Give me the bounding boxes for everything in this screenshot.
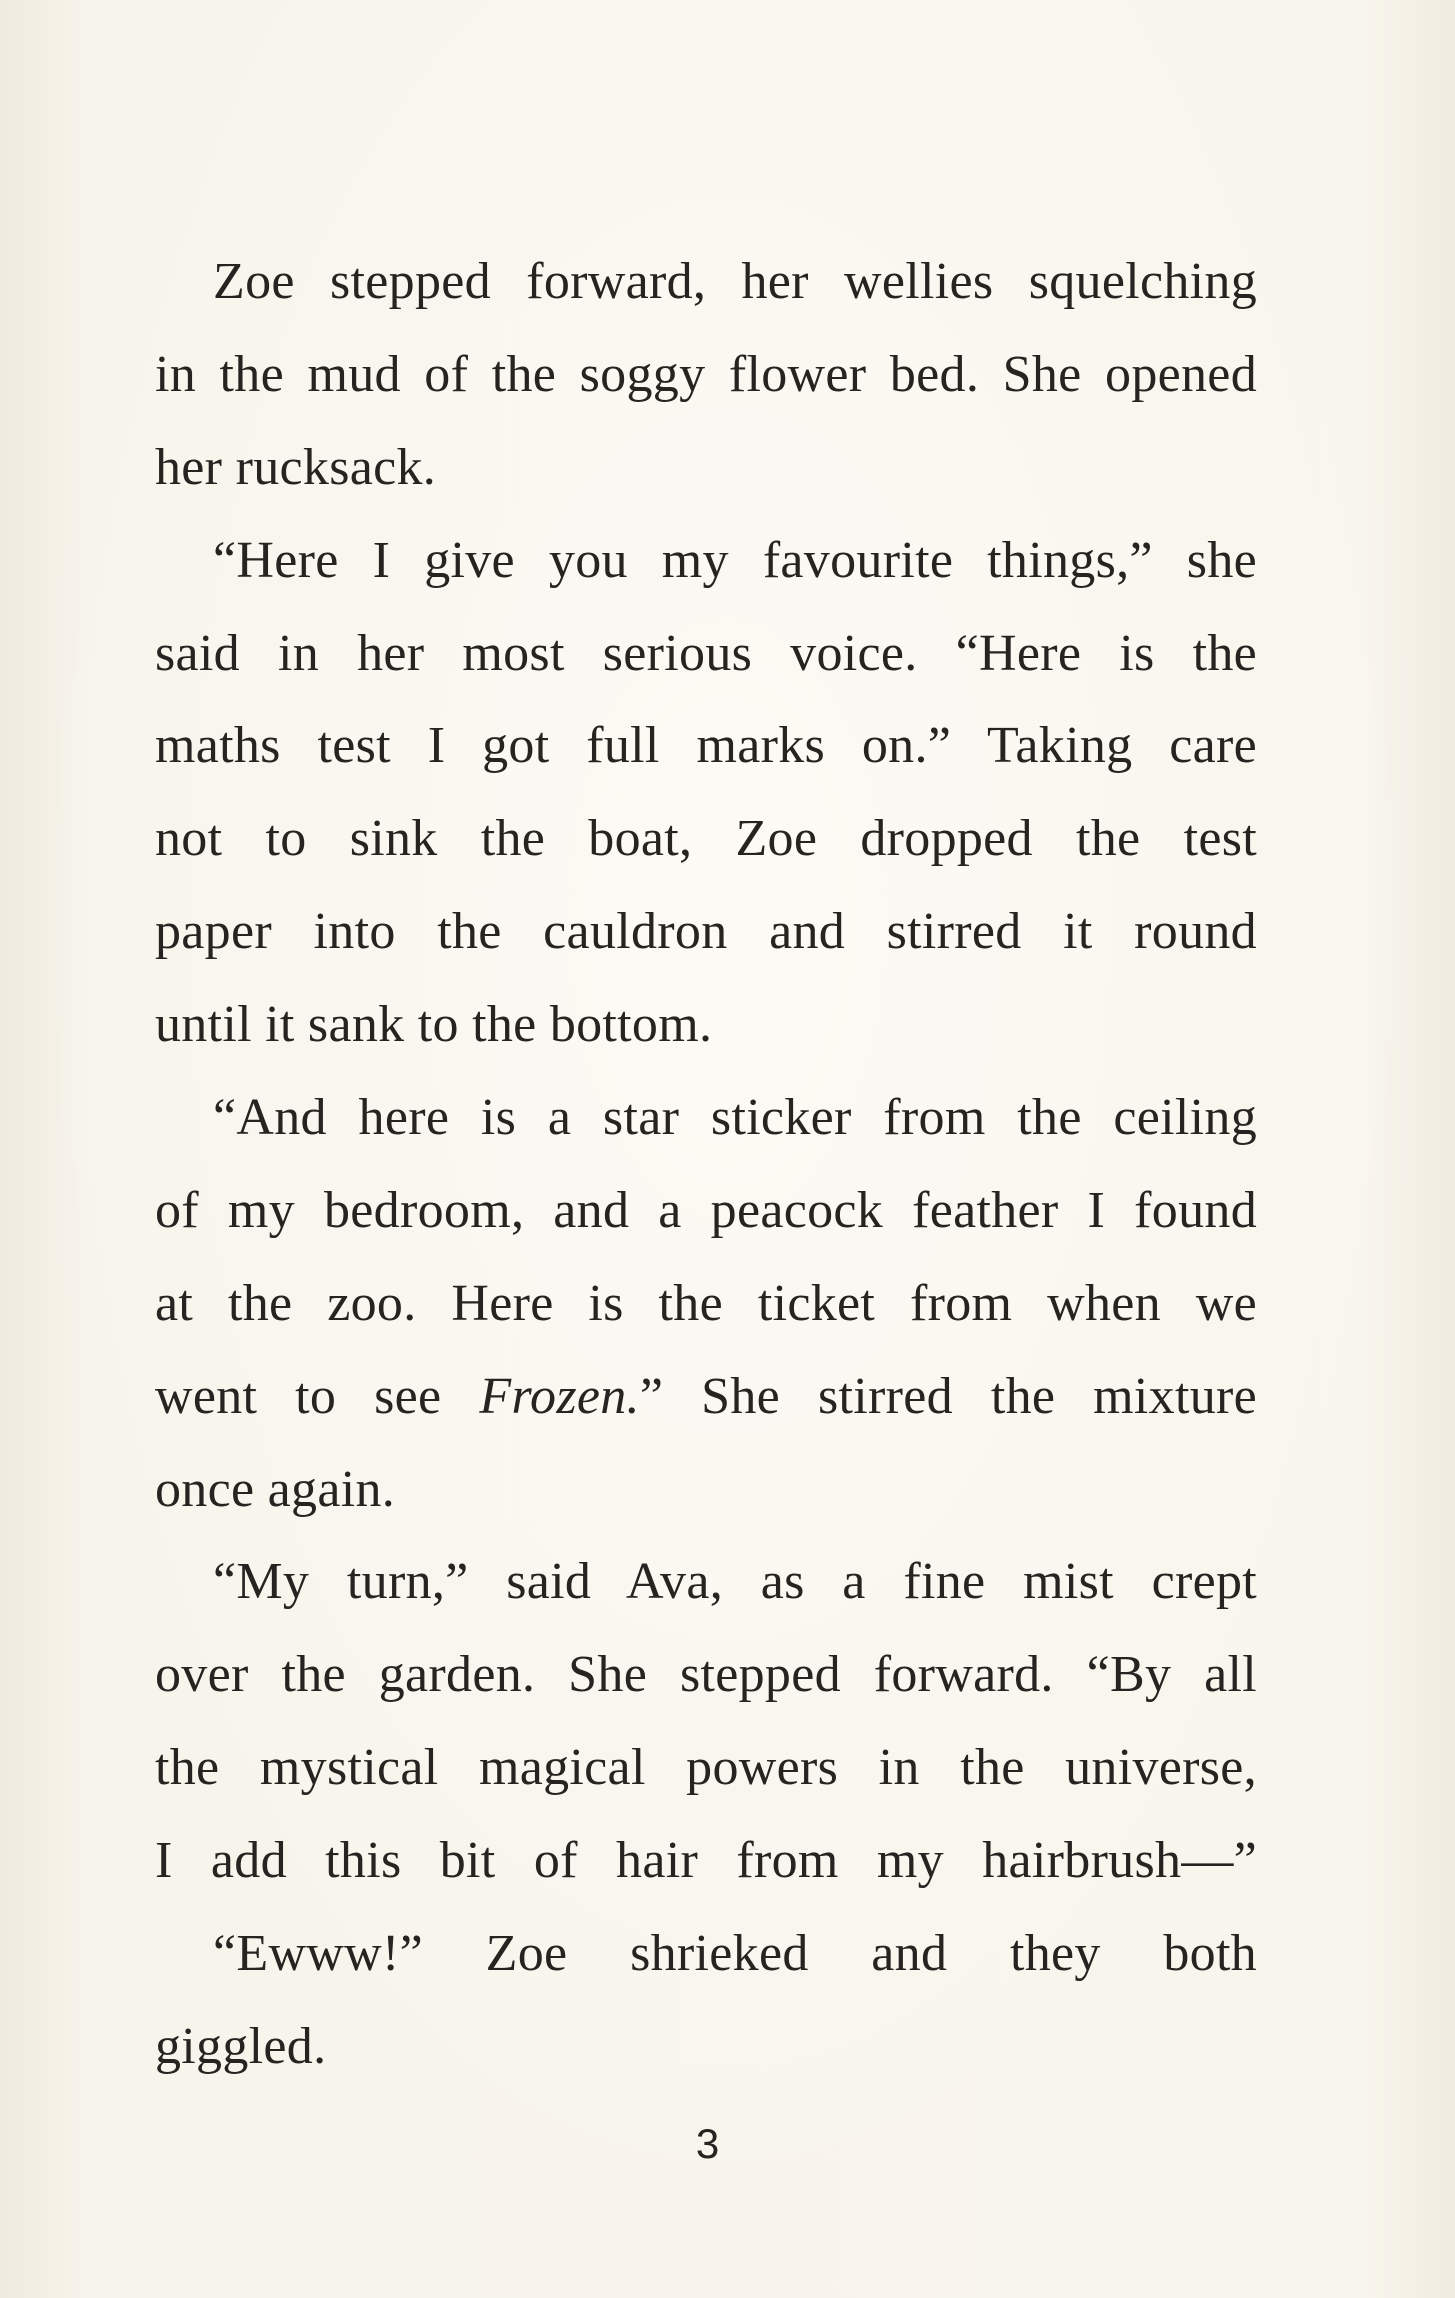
text-line: Zoe stepped forward, her wellies squelching: [213, 253, 1257, 310]
text-line: at the zoo. Here is the ticket from when we: [155, 1274, 1257, 1332]
text-line: “My turn,” said Ava, as a fine mist crept: [213, 1553, 1257, 1611]
text-line: maths test I got full marks on.” Taking care: [155, 717, 1257, 775]
text-line: “And here is a star sticker from the ceiling: [213, 1089, 1257, 1147]
text-line: once again.: [155, 1460, 396, 1518]
body-text: [155, 236, 1257, 2094]
text-line: paper into the cauldron and stirred it round: [155, 903, 1257, 961]
text-line: over the garden. She stepped forward. “By all: [155, 1646, 1257, 1704]
text-line: giggled.: [155, 2017, 327, 2075]
text-segment: went to see: [155, 1367, 442, 1425]
text-line: of my bedroom, and a peacock feather I found: [155, 1181, 1257, 1239]
text-line: “Here I give you my favourite things,” she: [213, 531, 1257, 589]
text-segment: ” She stirred the mixture: [639, 1367, 1257, 1425]
page-number: 3: [695, 2120, 720, 2167]
text-line: not to sink the boat, Zoe dropped the test: [155, 810, 1257, 868]
text-line: until it sank to the bottom.: [155, 996, 713, 1054]
film-title: Frozen.: [479, 1367, 640, 1425]
text-line-with-title: [155, 1351, 1257, 1444]
text-line: her rucksack.: [155, 438, 437, 496]
text-line: the mystical magical powers in the universe,: [155, 1739, 1257, 1797]
text-line: said in her most serious voice. “Here is the: [155, 624, 1257, 682]
text-line: “Ewww!” Zoe shrieked and they both: [213, 1925, 1257, 1983]
text-line: in the mud of the soggy flower bed. She opened: [155, 345, 1257, 403]
text-line: I add this bit of hair from my hairbrush—”: [155, 1832, 1257, 1890]
